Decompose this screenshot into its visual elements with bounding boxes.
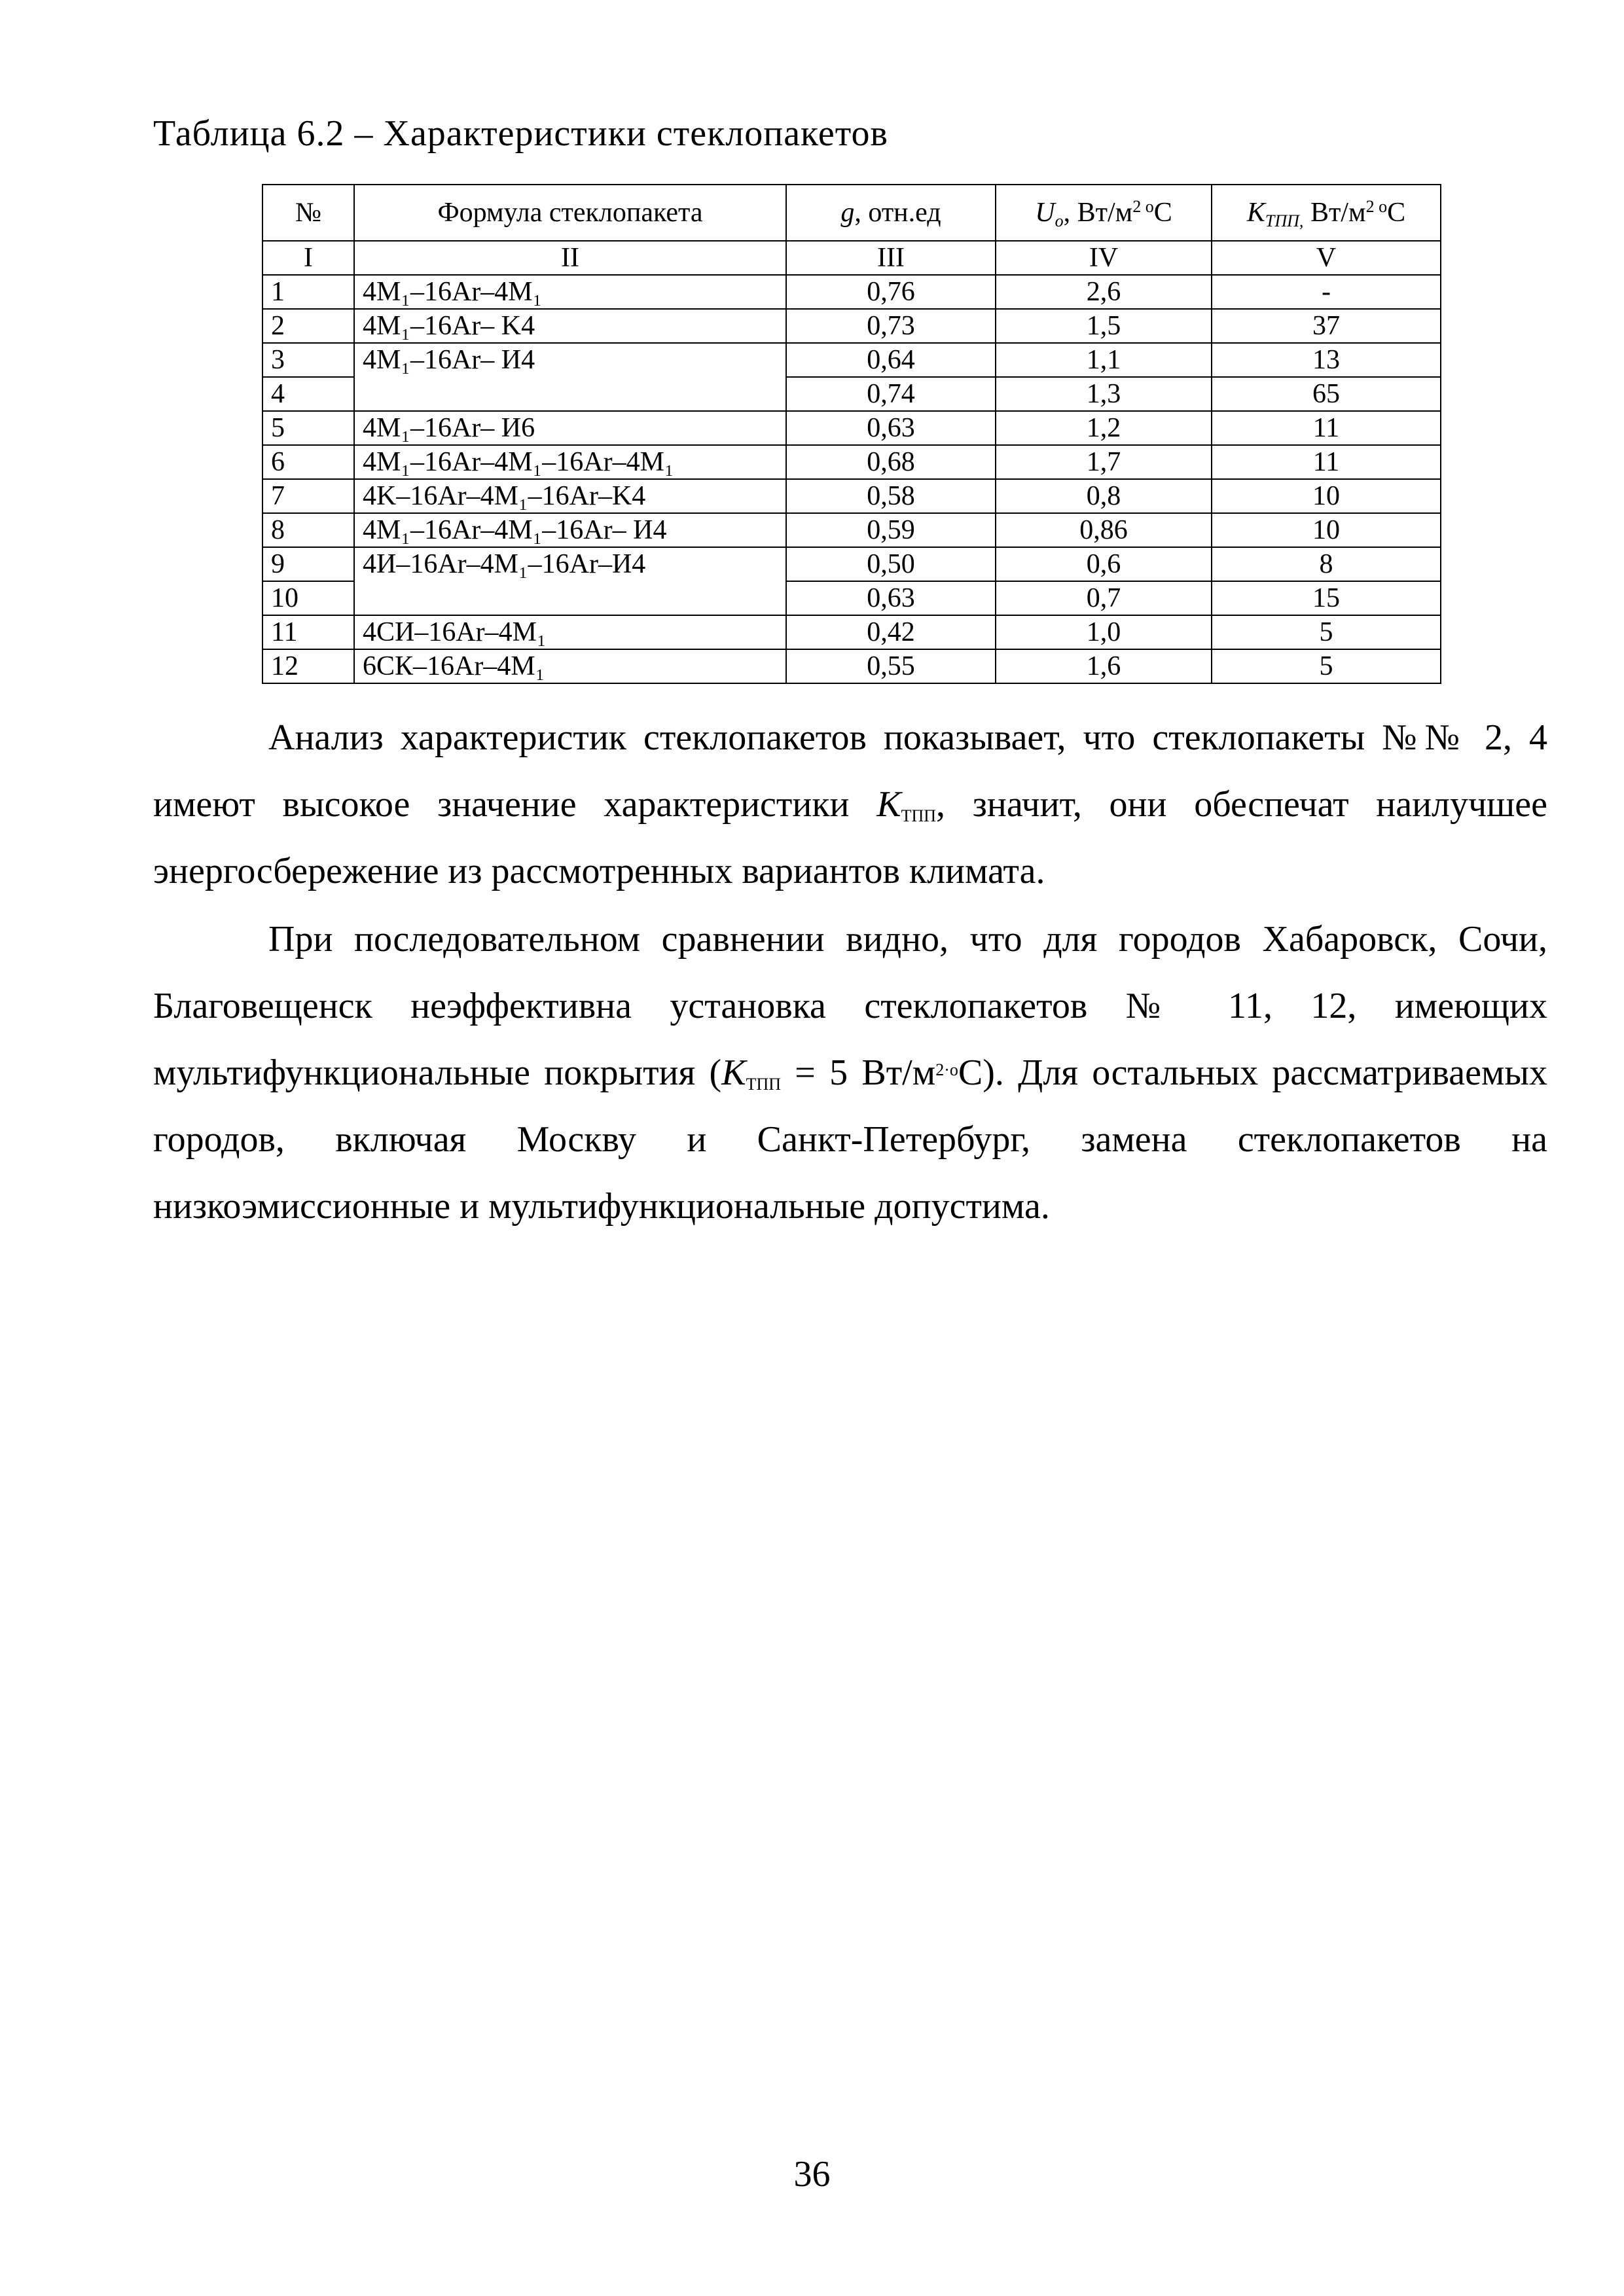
header-u-unit-sup: 2 о xyxy=(1132,197,1154,216)
header-k xyxy=(1212,185,1441,241)
row-number-cell: 4 xyxy=(262,377,354,411)
header-u-unit: , Вт/м xyxy=(1063,198,1133,228)
g-value-cell: 0,63 xyxy=(786,411,996,445)
header-g-unit: , отн.ед xyxy=(854,198,941,228)
header-g xyxy=(786,185,996,241)
formula-cell: 4M₁–16Ar–4M₁ xyxy=(354,275,786,309)
formula-cell: 4M₁–16Ar–4M₁–16Ar– И4 xyxy=(354,513,786,547)
roman-numeral-row xyxy=(262,241,1441,275)
k-value-cell: 5 xyxy=(1212,649,1441,683)
table-row xyxy=(262,445,1441,479)
row-number-cell: 11 xyxy=(262,615,354,649)
table-header-row xyxy=(262,185,1441,241)
g-value-cell: 0,42 xyxy=(786,615,996,649)
k-subscript: ТПП xyxy=(901,806,937,825)
row-number-cell: 2 xyxy=(262,309,354,343)
paragraph-text: = 5 Вт/м xyxy=(781,1052,936,1093)
table-row xyxy=(262,411,1441,445)
roman-cell: V xyxy=(1212,241,1441,275)
header-formula: Формула стеклопакета xyxy=(354,185,786,241)
u-value-cell: 1,1 xyxy=(996,343,1212,377)
unit-superscript: 2·о xyxy=(935,1060,958,1079)
k-symbol: K xyxy=(721,1052,746,1093)
formula-cell: 6СК–16Ar–4M₁ xyxy=(354,649,786,683)
page-number: 36 xyxy=(793,2154,831,2195)
g-value-cell: 0,58 xyxy=(786,479,996,513)
row-number-cell: 7 xyxy=(262,479,354,513)
roman-cell: IV xyxy=(996,241,1212,275)
table-row xyxy=(262,649,1441,683)
row-number-cell: 5 xyxy=(262,411,354,445)
row-number-cell: 9 xyxy=(262,547,354,581)
roman-cell: I xyxy=(262,241,354,275)
k-value-cell: 10 xyxy=(1212,479,1441,513)
g-value-cell: 0,68 xyxy=(786,445,996,479)
formula-cell: 4K–16Ar–4M₁–16Ar–K4 xyxy=(354,479,786,513)
table-row xyxy=(262,615,1441,649)
u-value-cell: 0,6 xyxy=(996,547,1212,581)
g-value-cell: 0,73 xyxy=(786,309,996,343)
header-k-unit: Вт/м xyxy=(1303,198,1366,228)
header-k-symbol: K xyxy=(1246,198,1265,228)
formula-cell: 4M₁–16Ar– И4 xyxy=(354,343,786,411)
formula-cell: 4M₁–16Ar– И6 xyxy=(354,411,786,445)
formula-cell: 4СИ–16Ar–4M₁ xyxy=(354,615,786,649)
row-number-cell: 10 xyxy=(262,581,354,615)
g-value-cell: 0,64 xyxy=(786,343,996,377)
paragraph-text: При последовательном сравнении видно, что для городов Хабаровск, Сочи, Благовещенск неэффективна установка стеклопакетов № 11, 12, имеющих мультифункциональные покрытия ( xyxy=(153,919,1547,1093)
row-number-cell: 1 xyxy=(262,275,354,309)
k-value-cell: 10 xyxy=(1212,513,1441,547)
header-u-unit-end: С xyxy=(1153,198,1172,228)
k-value-cell: 5 xyxy=(1212,615,1441,649)
u-value-cell: 0,8 xyxy=(996,479,1212,513)
paragraph-comparison xyxy=(153,906,1547,1240)
k-value-cell: 11 xyxy=(1212,445,1441,479)
g-value-cell: 0,50 xyxy=(786,547,996,581)
paragraph-analysis xyxy=(153,704,1547,905)
row-number-cell: 12 xyxy=(262,649,354,683)
u-value-cell: 1,7 xyxy=(996,445,1212,479)
k-value-cell: 65 xyxy=(1212,377,1441,411)
paragraph-text: С). Для остальных рассматриваемых городов, включая Москву и Санкт-Петербург, замена стеклопакетов на низкоэмиссионные и мультифункциональные допустима. xyxy=(153,1052,1548,1227)
k-value-cell: 13 xyxy=(1212,343,1441,377)
paragraph-text: Анализ характеристик стеклопакетов показывает, что стеклопакеты №№ 2, 4 имеют высокое значение характеристики xyxy=(153,717,1547,825)
g-value-cell: 0,63 xyxy=(786,581,996,615)
roman-cell: III xyxy=(786,241,996,275)
glazing-table xyxy=(262,184,1441,684)
header-g-symbol: g xyxy=(840,198,855,228)
u-value-cell: 1,3 xyxy=(996,377,1212,411)
g-value-cell: 0,76 xyxy=(786,275,996,309)
table-row xyxy=(262,343,1441,377)
u-value-cell: 1,6 xyxy=(996,649,1212,683)
header-k-unit-end: С xyxy=(1387,198,1406,228)
k-subscript: ТПП xyxy=(746,1075,781,1094)
table-row xyxy=(262,513,1441,547)
paragraph-text: , значит, они обеспечат наилучшее энергосбережение из рассмотренных вариантов климата. xyxy=(153,784,1547,891)
formula-cell: 4M₁–16Ar– K4 xyxy=(354,309,786,343)
table-row xyxy=(262,309,1441,343)
g-value-cell: 0,59 xyxy=(786,513,996,547)
table-caption: Таблица 6.2 – Характеристики стеклопакетов xyxy=(153,113,888,154)
u-value-cell: 1,0 xyxy=(996,615,1212,649)
header-k-sub: ТПП, xyxy=(1265,211,1304,230)
g-value-cell: 0,55 xyxy=(786,649,996,683)
header-k-unit-sup: 2 о xyxy=(1365,197,1388,216)
table-row xyxy=(262,479,1441,513)
row-number-cell: 8 xyxy=(262,513,354,547)
table-row xyxy=(262,275,1441,309)
row-number-cell: 3 xyxy=(262,343,354,377)
roman-cell: II xyxy=(354,241,786,275)
k-value-cell: 11 xyxy=(1212,411,1441,445)
row-number-cell: 6 xyxy=(262,445,354,479)
header-u-sub: о xyxy=(1055,211,1064,230)
u-value-cell: 1,2 xyxy=(996,411,1212,445)
u-value-cell: 0,7 xyxy=(996,581,1212,615)
u-value-cell: 1,5 xyxy=(996,309,1212,343)
header-u xyxy=(996,185,1212,241)
k-value-cell: 15 xyxy=(1212,581,1441,615)
header-no: № xyxy=(262,185,354,241)
k-symbol: K xyxy=(876,784,901,825)
formula-cell: 4И–16Ar–4M₁–16Ar–И4 xyxy=(354,547,786,615)
k-value-cell: 37 xyxy=(1212,309,1441,343)
table-row xyxy=(262,547,1441,581)
formula-cell: 4M₁–16Ar–4M₁–16Ar–4M₁ xyxy=(354,445,786,479)
g-value-cell: 0,74 xyxy=(786,377,996,411)
k-value-cell: 8 xyxy=(1212,547,1441,581)
u-value-cell: 0,86 xyxy=(996,513,1212,547)
header-u-symbol: U xyxy=(1035,198,1055,228)
u-value-cell: 2,6 xyxy=(996,275,1212,309)
k-value-cell: - xyxy=(1212,275,1441,309)
